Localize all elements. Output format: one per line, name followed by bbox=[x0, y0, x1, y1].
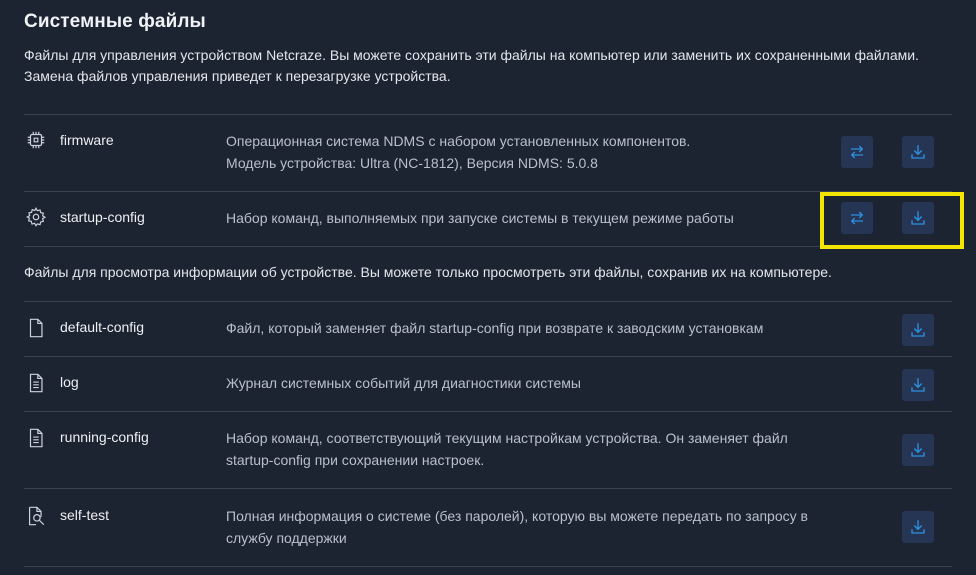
replace-button[interactable] bbox=[841, 202, 873, 234]
download-button[interactable] bbox=[902, 369, 934, 401]
file-row-firmware bbox=[24, 114, 952, 191]
page-title: Системные файлы bbox=[24, 11, 206, 32]
download-button[interactable] bbox=[902, 136, 934, 168]
file-row-default-config bbox=[24, 301, 952, 356]
file-name: startup-config bbox=[60, 209, 145, 225]
download-button[interactable] bbox=[902, 434, 934, 466]
replace-button[interactable] bbox=[841, 136, 873, 168]
file-name: default-config bbox=[60, 319, 145, 335]
file-description: Файл, который заменяет файл startup-config при возврате к заводским установкам bbox=[226, 320, 764, 336]
file-name: self-test bbox=[60, 507, 110, 523]
file-name: log bbox=[60, 374, 79, 390]
file-row-log bbox=[24, 356, 952, 411]
download-button[interactable] bbox=[902, 202, 934, 234]
download-icon bbox=[909, 441, 927, 459]
file-description: Операционная система NDMS с набором установленных компонентов. Модель устройства: Ultra (NC-1812), Версия NDMS: 5.0.8 bbox=[226, 133, 691, 171]
text-file-icon bbox=[24, 371, 48, 395]
managed-files-description: Файлы для управления устройством Netcraze. Вы можете сохранить эти файлы на компьютер или заменить их сохраненными файлами. Замена файлов управления приведет к перезагрузке устройства. bbox=[24, 47, 919, 84]
file-name: firmware bbox=[60, 132, 114, 148]
divider bbox=[24, 246, 952, 247]
file-description: Журнал системных событий для диагностики системы bbox=[226, 375, 581, 391]
file-description: Набор команд, выполняемых при запуске системы в текущем режиме работы bbox=[226, 210, 734, 226]
file-name: running-config bbox=[60, 429, 149, 445]
download-icon bbox=[909, 209, 927, 227]
file-description: Полная информация о системе (без паролей), которую вы можете передать по запросу в службу поддержки bbox=[226, 508, 808, 546]
file-description: Набор команд, соответствующий текущим настройкам устройства. Он заменяет файл startup-config при сохранении настроек. bbox=[226, 430, 788, 468]
download-icon bbox=[909, 321, 927, 339]
download-button[interactable] bbox=[902, 314, 934, 346]
chip-icon bbox=[24, 128, 48, 152]
file-row-self-test bbox=[24, 488, 952, 566]
divider bbox=[24, 566, 952, 567]
view-files-description: Файлы для просмотра информации об устройстве. Вы можете только просмотреть эти файлы, сохранив их на компьютере. bbox=[24, 264, 832, 280]
file-search-icon bbox=[24, 504, 48, 528]
file-row-startup-config bbox=[24, 191, 952, 246]
blank-file-icon bbox=[24, 316, 48, 340]
download-icon bbox=[909, 518, 927, 536]
text-file-icon bbox=[24, 426, 48, 450]
file-row-running-config bbox=[24, 411, 952, 488]
swap-icon bbox=[848, 143, 866, 161]
gear-icon bbox=[24, 205, 48, 229]
download-icon bbox=[909, 376, 927, 394]
download-icon bbox=[909, 143, 927, 161]
swap-icon bbox=[848, 209, 866, 227]
download-button[interactable] bbox=[902, 511, 934, 543]
